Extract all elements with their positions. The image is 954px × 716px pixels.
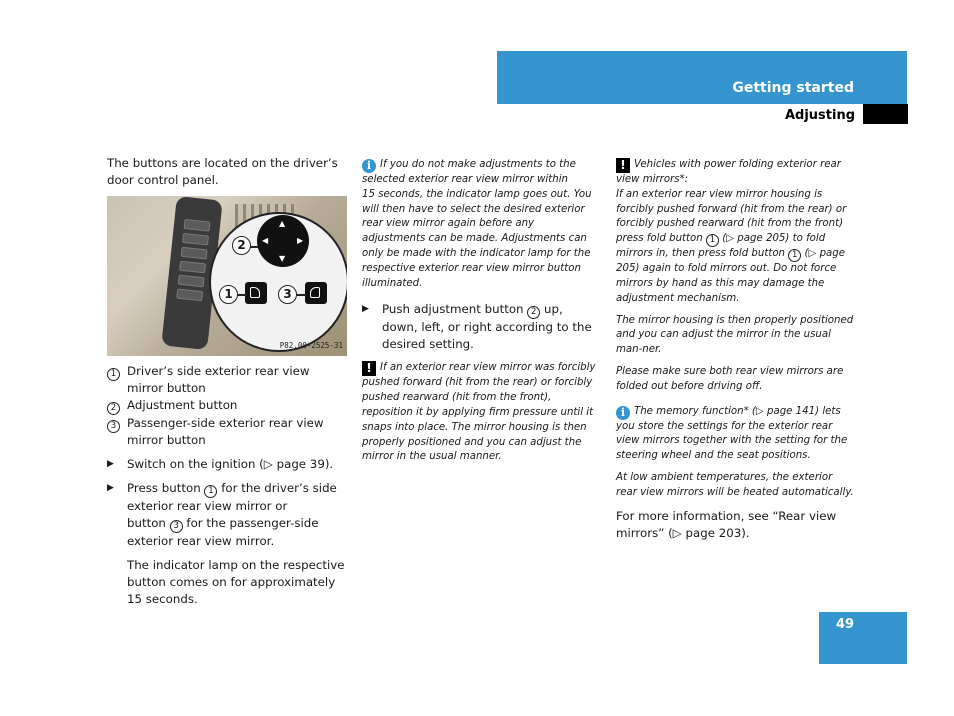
column-3	[616, 158, 856, 549]
indicator-note: The indicator lamp on the respective button comes on for approximately 15 seconds.	[127, 558, 345, 606]
page-number: 49	[835, 617, 855, 632]
subsection-title: Adjusting	[784, 108, 855, 123]
door-panel-figure	[107, 196, 347, 356]
step-press-button: ▶ Press button 1 for the driver’s side exterior rear view mirror or button 3 for the passenger-side exterior rear view mirror.	[107, 481, 337, 548]
intro-text: The buttons are located on the driver’s door control panel.	[107, 156, 338, 187]
warning-icon: !	[616, 158, 630, 173]
header-marker	[863, 104, 908, 124]
warning-icon: !	[362, 361, 376, 376]
step-ignition: ▶ Switch on the ignition (▷ page 39).	[107, 457, 334, 471]
header-band	[497, 51, 907, 104]
callout-3: 3	[278, 285, 297, 304]
legend-item: 3 Passenger-side exterior rear view mirror button	[107, 415, 347, 449]
heating-note: At low ambient temperatures, the exterior rear view mirrors will be heated automatically.	[616, 471, 854, 498]
adjustment-pad: ▲ ▼ ◀ ▶	[257, 215, 309, 267]
figure-code: P82.00-2525-31	[279, 341, 343, 350]
column-1	[107, 155, 347, 615]
more-info-text: For more information, see “Rear view mirrors” (▷ page 203).	[616, 508, 837, 540]
passenger-mirror-button-icon	[305, 282, 327, 304]
info-icon: i	[362, 159, 376, 173]
section-title: Getting started	[732, 80, 854, 96]
step-adjust: ▶ Push adjustment button 2 up, down, left, or right according to the desired setting.	[362, 302, 592, 352]
legend-item: 2 Adjustment button	[107, 397, 347, 415]
callout-2: 2	[232, 236, 251, 255]
callout-1: 1	[219, 285, 238, 304]
info-icon: i	[616, 406, 630, 420]
driver-mirror-button-icon	[245, 282, 267, 304]
warning-note: ! If an exterior rear view mirror was forcibly pushed forward (hit from the rear) or forcibly pushed rearward (hit from the front), reposition it by applying firm pressure until it snaps into place. The mirror housing is then properly positioned and you can adjust the mirror in the usual manner.	[362, 361, 596, 463]
housing-note: The mirror housing is then properly positioned and you can adjust the mirror in the usual man-ner.	[616, 314, 854, 356]
info-note: i If you do not make adjustments to the selected exterior rear view mirror within 15 seconds, the indicator lamp goes out. You will then have to select the desired exterior rear view mirror again before any adjustments can be made. Adjustments can only be made with the indicator lamp for the respective exterior rear view mirror button illuminated.	[362, 159, 592, 289]
folding-warning: ! Vehicles with power folding exterior rear view mirrors*: If an exterior rear view mirror housing is forcibly pushed forward (hit from the rear) or forcibly pushed rearward (hit from the front) press fold button 1 (▷ page 205) to fold mirrors in, then press fold button 1 (▷ page 205) again to fold mirrors out. Do not force mirrors by hand as this may damage the adjustment mechanism.	[616, 158, 847, 304]
memory-info: i The memory function* (▷ page 141) lets you store the settings for the exterior rear view mirrors together with the setting for the steering wheel and the seat positions.	[616, 405, 848, 462]
fold-out-note: Please make sure both rear view mirrors are folded out before driving off.	[616, 365, 844, 392]
legend-item: 1 Driver’s side exterior rear view mirror button	[107, 363, 347, 397]
column-2	[362, 158, 600, 472]
